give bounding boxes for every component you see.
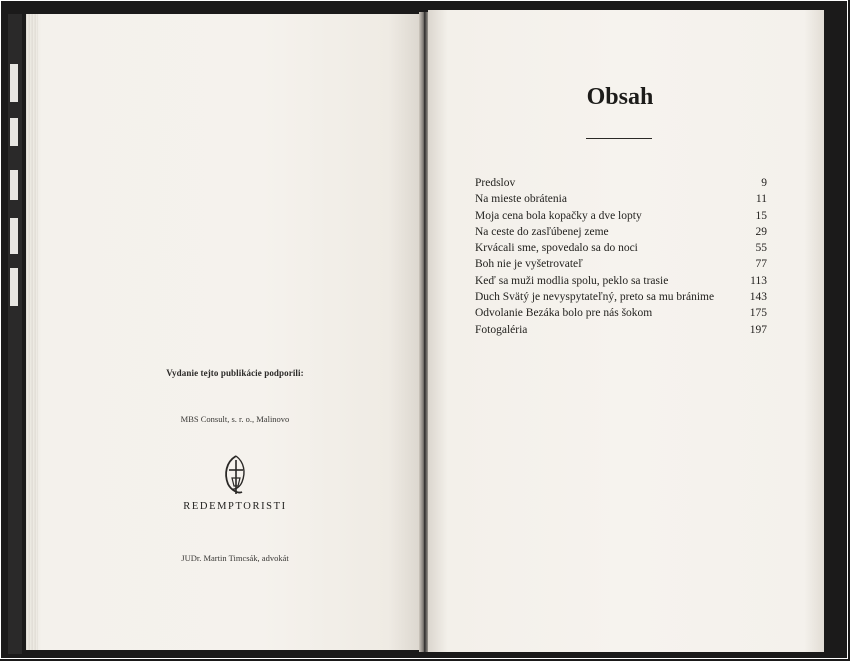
toc-entry-page: 15	[755, 209, 767, 222]
cover-edge-highlight	[10, 118, 18, 146]
sponsor-entry	[130, 553, 340, 563]
toc-entry-title: Na mieste obrátenia	[475, 193, 567, 206]
toc-entry-page: 9	[761, 177, 767, 189]
toc-entry-title: Fotogaléria	[475, 323, 528, 336]
toc-entry	[475, 256, 767, 272]
toc-entry-title: Boh nie je vyšetrovateľ	[475, 258, 583, 271]
toc-entry-title: Krvácali sme, spovedalo sa do noci	[475, 242, 638, 255]
toc-entry-page: 143	[749, 291, 767, 304]
toc-entry-title: Odvolanie Bezáka bolo pre nás šokom	[475, 307, 653, 320]
toc-entry	[475, 191, 767, 207]
toc-entry	[475, 322, 767, 338]
toc-entry-title: Predslov	[475, 177, 516, 189]
toc-entry-title: Moja cena bola kopačky a dve lopty	[475, 209, 642, 222]
title-divider	[586, 138, 652, 139]
cover-edge-highlight	[10, 170, 18, 200]
sponsor-entry	[130, 414, 340, 424]
cover-edge-highlight	[10, 64, 18, 102]
cover-edge-highlight	[10, 268, 18, 306]
toc-entry-page: 77	[755, 258, 767, 271]
toc-entry	[475, 240, 767, 256]
sponsor-name: JUDr. Martin Timcsák, advokát	[181, 553, 289, 563]
toc-entry-title: Keď sa muži modlia spolu, peklo sa trasie	[475, 274, 669, 287]
toc-entry-page: 175	[749, 307, 767, 320]
toc-entry-page: 29	[755, 225, 767, 238]
toc-entry-page: 11	[755, 193, 767, 206]
toc-title: Obsah	[586, 84, 654, 110]
table-of-contents	[475, 175, 767, 338]
toc-entry-page: 197	[749, 323, 767, 336]
toc-entry	[475, 175, 767, 191]
toc-entry	[475, 289, 767, 305]
toc-entry	[475, 273, 767, 289]
toc-entry	[475, 208, 767, 224]
book-cover-edge	[8, 14, 22, 654]
toc-entry	[475, 305, 767, 321]
sponsor-name: MBS Consult, s. r. o., Malinovo	[180, 414, 290, 424]
cover-edge-highlight	[10, 218, 18, 254]
page-stack-edge	[26, 14, 38, 650]
logo-caption: REDEMPTORISTI	[183, 501, 287, 512]
sponsor-heading: Vydanie tejto publikácie podporili:	[166, 368, 304, 378]
toc-entry-page: 55	[755, 242, 767, 255]
toc-entry	[475, 224, 767, 240]
redemptoristi-logo-icon	[208, 452, 264, 498]
sponsor-heading-block	[130, 368, 340, 378]
toc-entry-title: Duch Svätý je nevyspytateľný, preto sa mu bránime	[475, 291, 715, 304]
toc-entry-page: 113	[750, 274, 767, 287]
toc-entry-title: Na ceste do zasľúbenej zeme	[475, 225, 609, 238]
